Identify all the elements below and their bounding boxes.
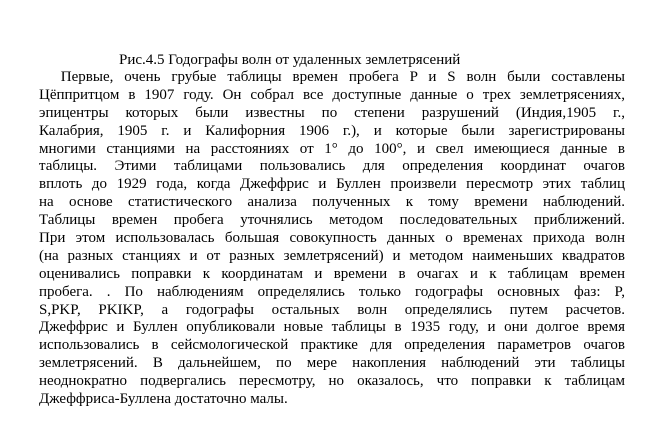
text-line: неоднократно подвергались пересмотру, но оказалось, что поправки к таблицам	[39, 373, 625, 390]
text-line: вплоть до 1929 года, когда Джеффрис и Буллен произвели пересмотр этих таблиц	[39, 176, 625, 193]
text-line: При этом использовалась большая совокупность данных о временах прихода волн	[39, 230, 625, 247]
text-line: землетрясений. В дальнейшем, по мере накопления наблюдений эти таблицы	[39, 355, 625, 372]
text-line: (на разных станциях и от разных землетрясений) и методом наименьших квадратов	[39, 247, 625, 264]
text-line: S,PKP, PKIKP, а годографы остальных волн определялись путем расчетов.	[39, 301, 625, 318]
text-line: Первые, очень грубые таблицы времен пробега P и S волн были составлены	[39, 69, 625, 85]
text-line: эпицентры которых были известны по степени разрушений (Индия,1905 г.,	[39, 104, 625, 121]
figure-caption-text: Рис.4.5 Годографы волн от удаленных землетрясений	[119, 52, 461, 68]
text-line: оценивались поправки к координатам и времени в очагах и к таблицам времен	[39, 265, 625, 282]
text-line: использовались в сейсмологической практике для определения параметров очагов	[39, 337, 625, 354]
text-line: Таблицы времен пробега уточнялись методом последовательных приближений.	[39, 212, 625, 229]
text-line: Цёппритцом в 1907 году. Он собрал все доступные данные о трех землетрясениях,	[39, 86, 625, 103]
text-line: Джеффриса-Буллена достаточно малы.	[39, 391, 288, 408]
text-line: Джеффрис и Буллен опубликовали новые таблицы в 1935 году, и они долгое время	[39, 319, 625, 336]
text-line: пробега. . По наблюдениям определялись только годографы основных фаз: P,	[39, 283, 625, 300]
body-paragraph	[39, 69, 625, 409]
text-line: на основе статистического анализа полученных к тому времени наблюдений.	[39, 194, 625, 211]
text-line: многими станциями на расстояниях от 1° до 100°, и свел имеющиеся данные в	[39, 140, 625, 157]
text-line: таблицы. Этими таблицами пользовались для определения координат очагов	[39, 158, 625, 175]
text-line: Калабрия, 1905 г. и Калифорния 1906 г.), и которые были зарегистрированы	[39, 122, 625, 139]
